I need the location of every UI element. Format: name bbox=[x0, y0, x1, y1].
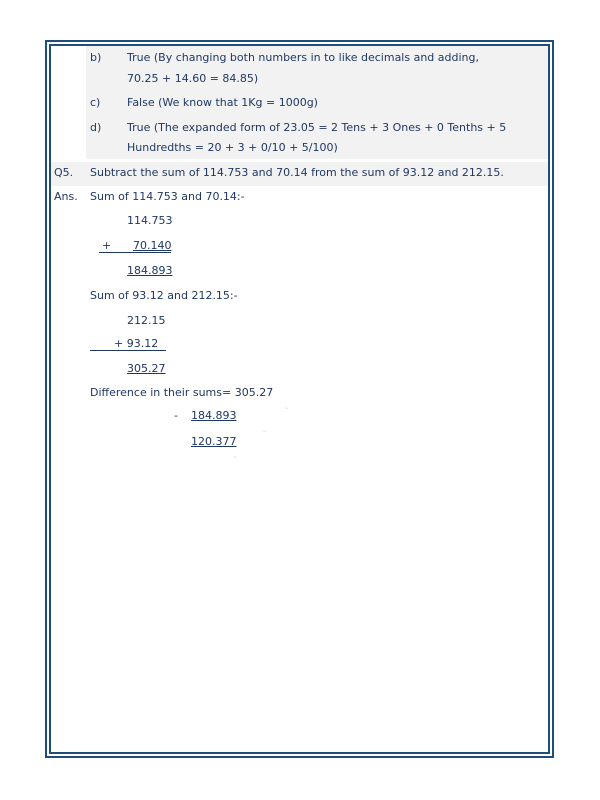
question-label: Q5. bbox=[54, 166, 74, 179]
answer-d-text-line2: Hundredths = 20 + 3 + 0/10 + 5/100) bbox=[127, 141, 338, 154]
answer-c-text: False (We know that 1Kg = 1000g) bbox=[127, 96, 318, 109]
answer-b-label: b) bbox=[90, 51, 102, 64]
step1-addend-a: 114.753 bbox=[127, 214, 173, 227]
faint-mark: ~ bbox=[233, 454, 239, 461]
step3-minus-sign: - bbox=[174, 409, 178, 422]
step3-title: Difference in their sums= 305.27 bbox=[90, 386, 274, 399]
answer-b-text-line1: True (By changing both numbers in to like decimals and adding, bbox=[127, 51, 479, 64]
step2-result: 305.27 bbox=[127, 362, 166, 375]
step1-plus-sign: + bbox=[102, 239, 112, 252]
step3-subtrahend: 184.893 bbox=[191, 409, 237, 422]
step1-result: 184.893 bbox=[127, 264, 173, 277]
answer-c-label: c) bbox=[90, 96, 101, 109]
step1-title: Sum of 114.753 and 70.14:- bbox=[90, 190, 245, 203]
answer-d-label: d) bbox=[90, 121, 102, 134]
step2-title: Sum of 93.12 and 212.15:- bbox=[90, 289, 238, 302]
faint-mark: ~ bbox=[262, 428, 268, 435]
step1-rule bbox=[99, 252, 171, 253]
step1-addend-b: 70.140 bbox=[133, 239, 172, 252]
answer-b-text-line2: 70.25 + 14.60 = 84.85) bbox=[127, 72, 259, 85]
step3-result: 120.377 bbox=[191, 435, 237, 448]
faint-mark: ~ bbox=[284, 405, 290, 412]
answer-d-text-line1: True (The expanded form of 23.05 = 2 Tens + 3 Ones + 0 Tenths + 5 bbox=[127, 121, 507, 134]
step2-rule bbox=[90, 350, 166, 351]
answer-label: Ans. bbox=[54, 190, 78, 203]
question-text: Subtract the sum of 114.753 and 70.14 from the sum of 93.12 and 212.15. bbox=[90, 166, 504, 179]
step2-addend-b: + 93.12 bbox=[114, 337, 159, 350]
step2-addend-a: 212.15 bbox=[127, 314, 166, 327]
